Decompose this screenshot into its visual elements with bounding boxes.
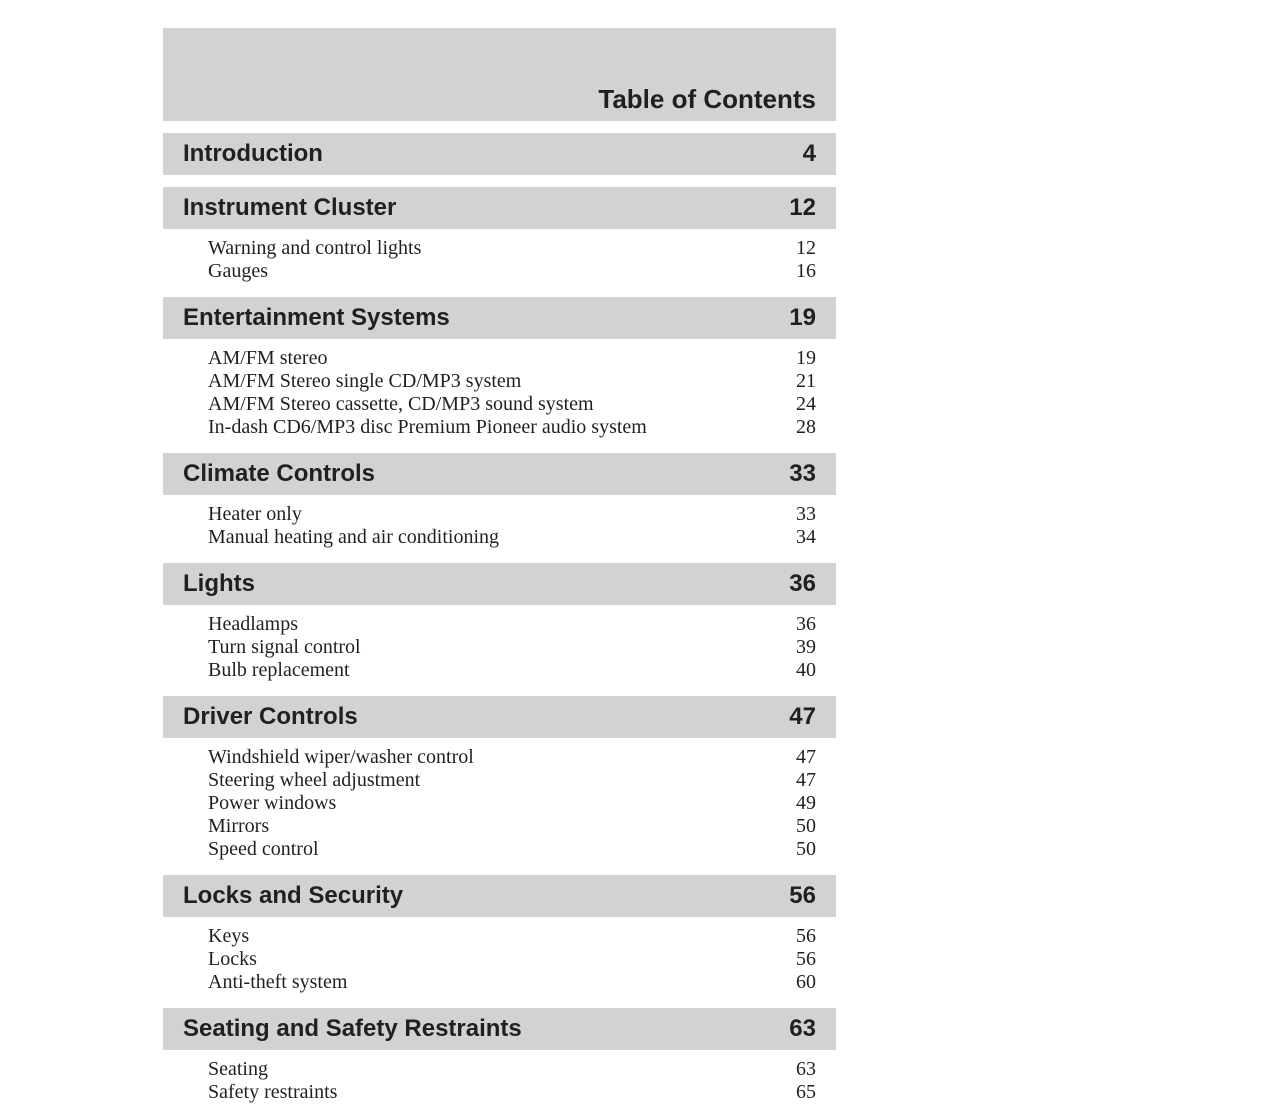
entry-label: Safety restraints [208,1081,338,1103]
toc-entry[interactable] [163,1081,836,1104]
section-page-number: 36 [789,570,816,597]
entry-page-number: 33 [796,503,816,525]
entry-label: Speed control [208,838,319,860]
entry-page-number: 24 [796,393,816,415]
entry-label: Windshield wiper/washer control [208,746,474,768]
toc-entry[interactable] [163,815,836,838]
entry-page-number: 28 [796,416,816,438]
entry-page-number: 50 [796,838,816,860]
toc-entry[interactable] [163,792,836,815]
entry-label: Keys [208,925,250,947]
entry-label: Headlamps [208,613,298,635]
toc-entry[interactable] [163,948,836,971]
toc-entry[interactable] [163,838,836,861]
section-header[interactable] [163,1008,836,1050]
section-page-number: 4 [802,140,816,167]
toc-sections [163,133,836,1106]
section-page-number: 56 [789,882,816,909]
entry-page-number: 47 [796,746,816,768]
entry-page-number: 49 [796,792,816,814]
section-header[interactable] [163,187,836,229]
section-page-number: 19 [789,304,816,331]
entry-list [163,339,836,441]
toc-section [163,187,836,285]
toc-section [163,563,836,684]
section-header[interactable] [163,133,836,175]
toc-entry[interactable] [163,769,836,792]
entry-label: Bulb replacement [208,659,350,681]
entry-label: Manual heating and air conditioning [208,526,500,548]
entry-page-number: 63 [796,1058,816,1080]
entry-label: Heater only [208,503,302,525]
entry-label: Gauges [208,260,268,282]
toc-entry[interactable] [163,1058,836,1081]
entry-label: Warning and control lights [208,237,422,259]
entry-label: In-dash CD6/MP3 disc Premium Pioneer audio system [208,416,647,438]
toc-section [163,297,836,441]
entry-page-number: 12 [796,237,816,259]
entry-page-number: 56 [796,925,816,947]
toc-entry[interactable] [163,416,836,439]
toc-entry[interactable] [163,746,836,769]
entry-page-number: 34 [796,526,816,548]
toc-entry[interactable] [163,636,836,659]
entry-page-number: 47 [796,769,816,791]
toc-entry[interactable] [163,370,836,393]
entry-label: Steering wheel adjustment [208,769,421,791]
entry-page-number: 16 [796,260,816,282]
section-title: Climate Controls [183,460,376,487]
section-header[interactable] [163,453,836,495]
toc-section [163,696,836,863]
section-title: Instrument Cluster [183,194,397,221]
section-header[interactable] [163,875,836,917]
toc-section [163,453,836,551]
section-title: Introduction [183,140,323,167]
entry-label: AM/FM Stereo cassette, CD/MP3 sound system [208,393,594,415]
entry-label: Turn signal control [208,636,361,658]
section-title: Entertainment Systems [183,304,450,331]
entry-list [163,229,836,285]
section-page-number: 33 [789,460,816,487]
entry-page-number: 36 [796,613,816,635]
entry-page-number: 39 [796,636,816,658]
toc-entry[interactable] [163,659,836,682]
title-bar [163,28,836,121]
entry-label: Locks [208,948,257,970]
entry-list [163,917,836,996]
entry-label: Seating [208,1058,268,1080]
entry-page-number: 60 [796,971,816,993]
entry-label: AM/FM stereo [208,347,328,369]
table-of-contents [163,28,836,1106]
entry-list [163,738,836,863]
entry-page-number: 56 [796,948,816,970]
page-title: Table of Contents [598,84,816,114]
entry-page-number: 50 [796,815,816,837]
entry-page-number: 65 [796,1081,816,1103]
section-header[interactable] [163,563,836,605]
toc-entry[interactable] [163,503,836,526]
entry-page-number: 19 [796,347,816,369]
section-page-number: 12 [789,194,816,221]
entry-label: Mirrors [208,815,270,837]
section-title: Locks and Security [183,882,404,909]
entry-page-number: 21 [796,370,816,392]
toc-section [163,1008,836,1106]
toc-section [163,875,836,996]
toc-entry[interactable] [163,925,836,948]
entry-list [163,495,836,551]
toc-entry[interactable] [163,613,836,636]
entry-page-number: 40 [796,659,816,681]
toc-entry[interactable] [163,237,836,260]
entry-label: Power windows [208,792,337,814]
toc-entry[interactable] [163,393,836,416]
toc-entry[interactable] [163,526,836,549]
section-page-number: 63 [789,1015,816,1042]
toc-entry[interactable] [163,260,836,283]
entry-label: Anti-theft system [208,971,348,993]
section-title: Driver Controls [183,703,358,730]
toc-entry[interactable] [163,971,836,994]
toc-entry[interactable] [163,347,836,370]
section-header[interactable] [163,696,836,738]
toc-section [163,133,836,175]
entry-list [163,605,836,684]
section-header[interactable] [163,297,836,339]
section-page-number: 47 [789,703,816,730]
section-title: Lights [183,570,255,597]
section-title: Seating and Safety Restraints [183,1015,522,1042]
entry-list [163,1050,836,1106]
entry-label: AM/FM Stereo single CD/MP3 system [208,370,522,392]
